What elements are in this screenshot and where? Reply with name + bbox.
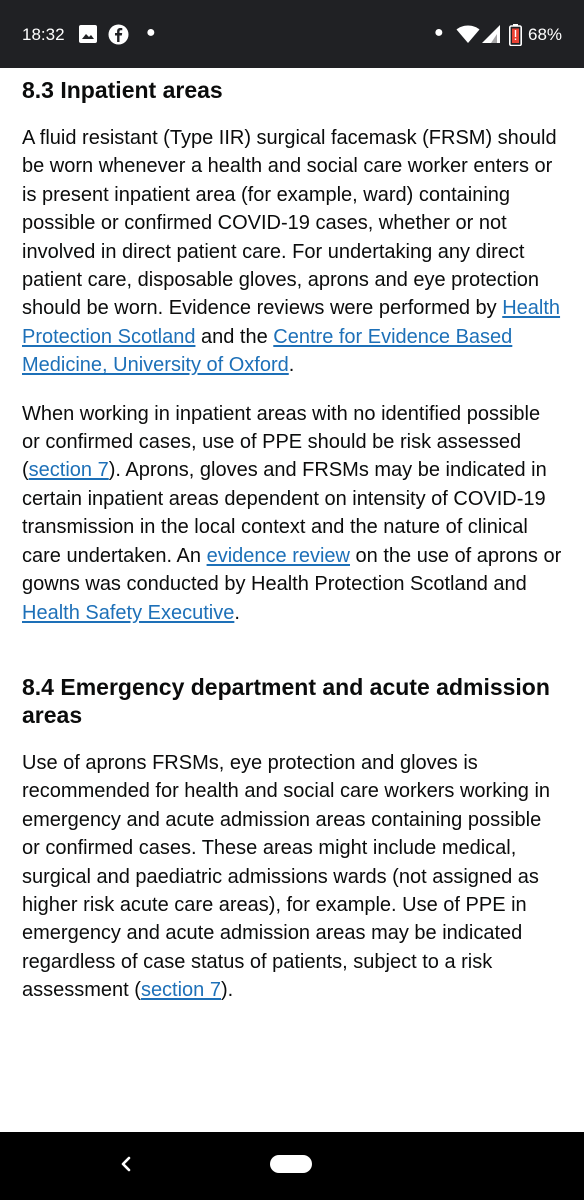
link-section-7[interactable]: section 7 — [140, 979, 221, 1002]
article-content — [22, 72, 562, 1005]
paragraph-text: . — [234, 601, 240, 624]
link-health-safety-executive[interactable]: Health Safety Executive — [22, 601, 235, 624]
status-bar — [0, 0, 584, 68]
paragraph-text: and the — [195, 325, 274, 348]
section-heading-8-3: 8.3 Inpatient areas — [22, 77, 223, 103]
image-icon — [78, 24, 98, 49]
wifi-icon — [456, 24, 480, 49]
notification-dot-icon: ● — [434, 24, 444, 41]
link-health-protection-scotland[interactable]: Health Protection Scotland — [22, 297, 561, 348]
home-pill-icon[interactable] — [270, 1155, 312, 1173]
section-heading-8-4: 8.4 Emergency department and acute admission areas — [22, 673, 550, 728]
navigation-bar — [0, 1132, 584, 1200]
link-centre-for-evidence-based-medicine[interactable]: Centre for Evidence Based Medicine, University of Oxford — [22, 325, 513, 377]
status-time: 18:32 — [22, 25, 65, 44]
paragraph-text: on the use of aprons or gowns was conducted by Health Protection Scotland and — [22, 544, 562, 596]
paragraph-emergency-department — [22, 749, 562, 1005]
notification-dot-icon: ● — [146, 24, 156, 41]
paragraph-text: A fluid resistant (Type IIR) surgical facemask (FRSM) should be worn whenever a health and social care worker enters or is present inpatient area (for example, ward) containing possible or confirmed COVID-19 cases, whether or not involved in direct patient care. For undertaking any direct patient care, disposable gloves, aprons and eye protection should be worn. Evidence reviews were performed by — [22, 127, 557, 320]
paragraph-text: ). — [221, 979, 234, 1002]
link-section-7[interactable]: section 7 — [28, 459, 109, 482]
paragraph-text: . — [288, 354, 295, 377]
paragraph-text: When working in inpatient areas with no identified possible or confirmed cases, use of PPE should be risk assessed ( — [22, 402, 541, 482]
link-evidence-review[interactable]: evidence review — [206, 544, 350, 567]
battery-percent: 68% — [528, 25, 563, 44]
battery-icon — [509, 24, 522, 51]
facebook-icon — [108, 24, 129, 50]
paragraph-inpatient-facemask — [22, 124, 562, 380]
paragraph-text: Use of aprons FRSMs, eye protection and gloves is recommended for health and social care workers working in emergency and acute admission areas containing possible or confirmed cases. These areas might include medical, surgical and paediatric admissions wards (not assigned as higher risk acute care areas), for example. Use of PPE in emergency and acute admission areas may be indicated regardless of case status of patients, subject to a risk assessment ( — [22, 751, 551, 1002]
paragraph-text: ). Aprons, gloves and FRSMs may be indicated in certain inpatient areas dependent on intensity of COVID-19 transmission in the local context and the nature of clinical care undertaken. An — [22, 459, 547, 567]
signal-icon — [481, 24, 501, 49]
paragraph-inpatient-risk-assessed — [22, 400, 562, 627]
back-icon[interactable] — [118, 1152, 134, 1180]
